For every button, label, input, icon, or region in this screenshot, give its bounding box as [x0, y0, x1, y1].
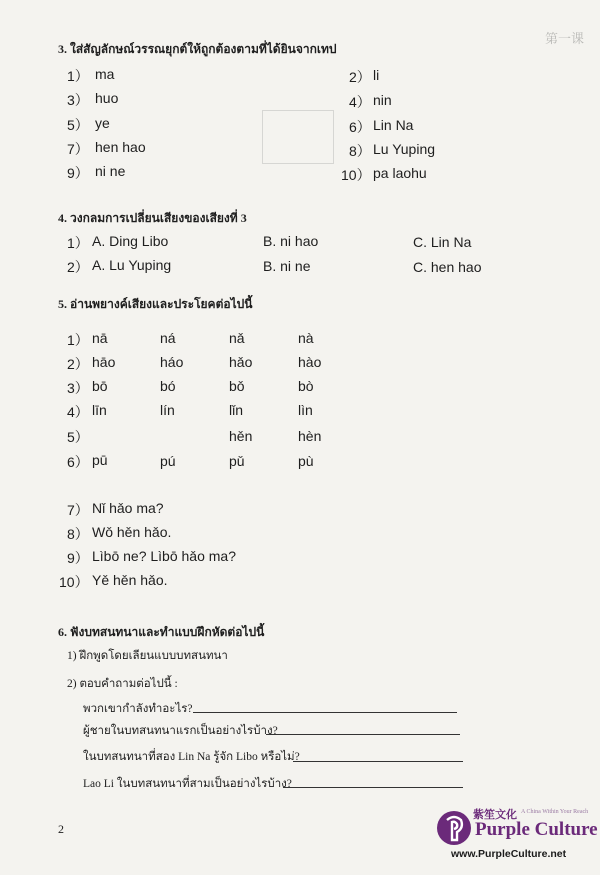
answer-line-1[interactable]: [193, 712, 457, 713]
s5-cell: ná: [160, 330, 176, 346]
s5-cell: bǒ: [229, 378, 245, 394]
purple-culture-logo-icon: [435, 808, 473, 848]
answer-line-2[interactable]: [266, 734, 460, 735]
s5-sentence-8: Wǒ hěn hǎo.: [92, 524, 172, 540]
s3-right-num-2: 4）: [349, 94, 371, 110]
s5-cell: lìn: [298, 402, 313, 418]
s5-sentence-num-10: 10）: [59, 574, 89, 590]
s3-right-text-4: Lu Yuping: [373, 141, 436, 157]
s3-right-text-2: nin: [373, 92, 392, 108]
s4-option-a-1: A. Ding Libo: [92, 233, 169, 249]
s4-option-c-2: C. hen hao: [413, 259, 482, 275]
s5-cell: pǔ: [229, 453, 245, 469]
s3-left-num-1: 1）: [67, 68, 89, 84]
s3-left-text-1: ma: [95, 66, 115, 82]
s5-cell: nā: [92, 330, 108, 346]
s5-cell: pù: [298, 453, 314, 469]
s3-right-num-3: 6）: [349, 119, 371, 135]
s3-right-num-5: 10）: [341, 167, 371, 183]
s5-sentence-9: Lìbō ne? Lìbō hǎo ma?: [92, 548, 237, 564]
s5-num-3: 3）: [67, 380, 89, 396]
purple-culture-watermark: [435, 806, 598, 868]
section-6-title: 6. ฟังบทสนทนาและทำแบบฝึกหัดต่อไปนี้: [58, 625, 265, 639]
s4-num-2: 2）: [67, 259, 89, 275]
watermark-chinese: 紫笙文化: [473, 809, 517, 821]
s5-sentence-7: Nǐ hǎo ma?: [92, 500, 164, 516]
s5-num-6: 6）: [67, 454, 89, 470]
s5-cell: pú: [160, 453, 176, 469]
s3-left-num-5: 9）: [67, 165, 89, 181]
s5-num-5: 5）: [67, 429, 89, 445]
watermark-tagline: A China Within Your Reach: [521, 809, 589, 815]
s5-cell: bò: [298, 378, 314, 394]
page-number: 2: [58, 822, 64, 836]
s5-cell: līn: [92, 402, 107, 418]
s6-item-1: 1) ฝึกพูดโดยเลียนแบบบทสนทนา: [67, 650, 228, 662]
s4-option-b-2: B. ni ne: [263, 258, 311, 274]
s4-option-b-1: B. ni hao: [263, 233, 319, 249]
s4-option-a-2: A. Lu Yuping: [92, 257, 172, 273]
s5-cell: nǎ: [229, 330, 245, 346]
s5-sentence-num-8: 8）: [67, 526, 89, 542]
s3-right-text-5: pa laohu: [373, 165, 427, 181]
s3-left-num-2: 3）: [67, 92, 89, 108]
watermark-brand: Purple Culture: [475, 819, 598, 840]
s6-question-1: พวกเขากำลังทำอะไร?: [83, 703, 193, 715]
s5-cell: hāo: [92, 354, 116, 370]
s3-right-text-1: li: [373, 67, 380, 83]
s5-cell: hèn: [298, 428, 322, 444]
s5-cell: bō: [92, 378, 108, 394]
s3-left-text-2: huo: [95, 90, 119, 106]
s6-item-2: 2) ตอบคำถามต่อไปนี้ :: [67, 678, 178, 690]
s5-num-4: 4）: [67, 404, 89, 420]
answer-line-3[interactable]: [293, 761, 463, 762]
s6-question-4: Lao Li ในบทสนทนาที่สามเป็นอย่างไรบ้าง?: [83, 778, 292, 790]
s5-cell: lǐn: [229, 402, 244, 418]
section-3-title: 3. ใส่สัญลักษณ์วรรณยุกต์ให้ถูกต้องตามที่ได้ยินจากเทป: [58, 42, 337, 56]
s5-num-1: 1）: [67, 332, 89, 348]
s5-cell: pū: [92, 452, 108, 468]
s5-cell: lín: [160, 402, 175, 418]
section-4-title: 4. วงกลมการเปลี่ยนเสียงของเสียงที่ 3: [58, 211, 247, 225]
answer-line-4[interactable]: [283, 787, 463, 788]
section-5-title: 5. อ่านพยางค์เสียงและประโยคต่อไปนี้: [58, 297, 253, 311]
s4-option-c-1: C. Lin Na: [413, 234, 472, 250]
s5-cell: nà: [298, 330, 314, 346]
watermark-url: www.PurpleCulture.net: [451, 848, 567, 860]
s3-right-num-1: 2）: [349, 69, 371, 85]
s3-left-text-5: ni ne: [95, 163, 126, 179]
s5-cell: hǎo: [229, 354, 253, 370]
bleed-through-text: 第一课: [545, 31, 585, 46]
s5-sentence-10: Yě hěn hǎo.: [92, 572, 168, 588]
s5-cell: hào: [298, 354, 322, 370]
s5-sentence-num-7: 7）: [67, 502, 89, 518]
s6-question-3: ในบทสนทนาที่สอง Lin Na รู้จัก Libo หรือไม่?: [83, 751, 300, 763]
s3-right-num-4: 8）: [349, 143, 371, 159]
s3-left-num-3: 5）: [67, 117, 89, 133]
s5-sentence-num-9: 9）: [67, 550, 89, 566]
s4-num-1: 1）: [67, 235, 89, 251]
bleed-through-box: [262, 110, 334, 164]
s5-num-2: 2）: [67, 356, 89, 372]
s3-right-text-3: Lin Na: [373, 117, 414, 133]
s3-left-num-4: 7）: [67, 141, 89, 157]
s5-cell: bó: [160, 378, 176, 394]
s5-cell: hěn: [229, 428, 253, 444]
s3-left-text-4: hen hao: [95, 139, 146, 155]
s3-left-text-3: ye: [95, 115, 110, 131]
s6-question-2: ผู้ชายในบทสนทนาแรกเป็นอย่างไรบ้าง?: [83, 725, 278, 737]
s5-cell: háo: [160, 354, 184, 370]
